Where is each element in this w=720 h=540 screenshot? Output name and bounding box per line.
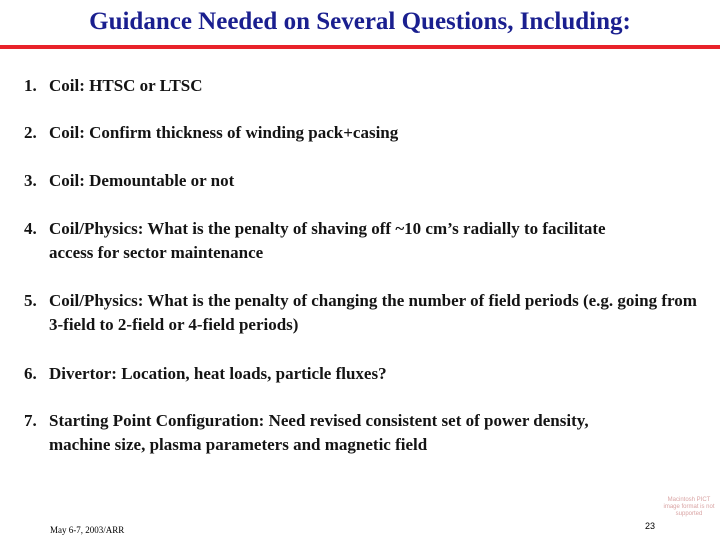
list-item-number: 6. xyxy=(24,364,37,383)
list-item xyxy=(24,409,624,457)
list-item xyxy=(24,362,704,386)
list-item-text: Coil: Demountable or not xyxy=(49,171,235,190)
list-item-text: Coil: Confirm thickness of winding pack+casing xyxy=(49,123,399,142)
list-item-text: Starting Point Configuration: Need revised consistent set of power density, machine size, plasma parameters and magnetic field xyxy=(49,411,589,454)
list-item-number: 1. xyxy=(24,76,37,95)
slide-title: Guidance Needed on Several Questions, Including: xyxy=(89,8,631,35)
list-item xyxy=(24,217,634,265)
list-item-number: 4. xyxy=(24,219,37,238)
list-item-number: 2. xyxy=(24,123,37,142)
unsupported-image-placeholder: Macintosh PICT image format is not supported xyxy=(663,497,715,517)
list-item xyxy=(24,74,704,98)
list-item-number: 3. xyxy=(24,171,37,190)
list-item-text: Coil: HTSC or LTSC xyxy=(49,76,203,95)
footer-date: May 6-7, 2003/ARR xyxy=(50,525,125,535)
title-divider xyxy=(0,45,720,49)
list-item-text: Coil/Physics: What is the penalty of shaving off ~10 cm’s radially to facilitate access for sector maintenance xyxy=(49,219,606,262)
list-item-text: Coil/Physics: What is the penalty of changing the number of field periods (e.g. going from 3-field to 2-field or 4-field periods) xyxy=(49,291,697,334)
list-item xyxy=(24,289,704,337)
list-item-number: 7. xyxy=(24,411,37,430)
list-item-text: Divertor: Location, heat loads, particle fluxes? xyxy=(49,364,387,383)
list-item xyxy=(24,121,704,145)
list-item xyxy=(24,169,704,193)
list-item-number: 5. xyxy=(24,291,37,310)
page-number: 23 xyxy=(645,521,656,531)
